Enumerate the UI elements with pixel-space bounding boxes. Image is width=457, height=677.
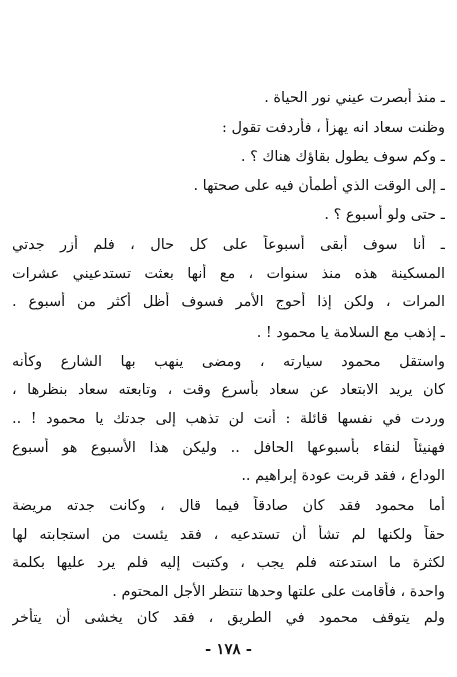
text-line: ـ حتى ولو أسبوع ؟ .: [324, 207, 445, 223]
text-line: أما محمود فقد كان صادقاً فيما قال ، وكانت جدته مريضة: [12, 498, 445, 514]
text-line: الوداع ، فقد قربت عودة إبراهيم ..: [241, 468, 445, 484]
text-line: وردت في نفسها قائلة : أنت لن تذهب إلى جدتك يا محمود ! ..: [12, 411, 445, 427]
text-line: ولم يتوقف محمود في الطريق ، فقد كان يخشى أن يتأخر: [12, 610, 445, 626]
text-line: ـ إذهب مع السلامة يا محمود ! .: [256, 325, 445, 341]
text-line: لكثرة ما استدعته فلم يجب ، وكتبت إليه فلم يرد عليها بكلمة: [12, 555, 445, 571]
text-line: وظنت سعاد انه يهزأ ، فأردفت تقول :: [222, 120, 445, 136]
page-number: - ١٧٨ -: [204, 640, 253, 658]
text-line: فهنيئاً لنقاء بأسبوعها الحافل .. وليكن هذا الأسبوع هو أسبوع: [12, 440, 445, 456]
text-line: ـ إلى الوقت الذي أطمأن فيه على صحتها .: [193, 178, 445, 194]
text-line: ـ منذ أبصرت عيني نور الحياة .: [264, 90, 445, 106]
text-line: ـ وكم سوف يطول بقاؤك هناك ؟ .: [240, 149, 445, 165]
text-line: واستقل محمود سيارته ، ومضى ينهب بها الشارع وكأنه: [12, 354, 445, 370]
text-line: كان يريد الابتعاد عن سعاد بأسرع وقت ، وتابعته سعاد بنظرها ،: [12, 382, 445, 398]
text-line: المسكينة هذه منذ سنوات ، مع أنها بعثت تستدعيني عشرات: [12, 266, 445, 282]
text-line: حقاً ولكنها لم تشأ أن تستدعيه ، فقد يئست من استجابته لها: [12, 527, 445, 543]
text-line: المرات ، ولكن إذا أحوج الأمر فسوف أظل أكثر من أسبوع .: [12, 294, 445, 310]
text-line: ـ أنا سوف أبقى أسبوعاً على كل حال ، فلم أزر جدتي: [12, 237, 445, 253]
text-line: واحدة ، فأقامت على علتها وحدها تنتظر الأجل المحتوم .: [112, 584, 445, 600]
